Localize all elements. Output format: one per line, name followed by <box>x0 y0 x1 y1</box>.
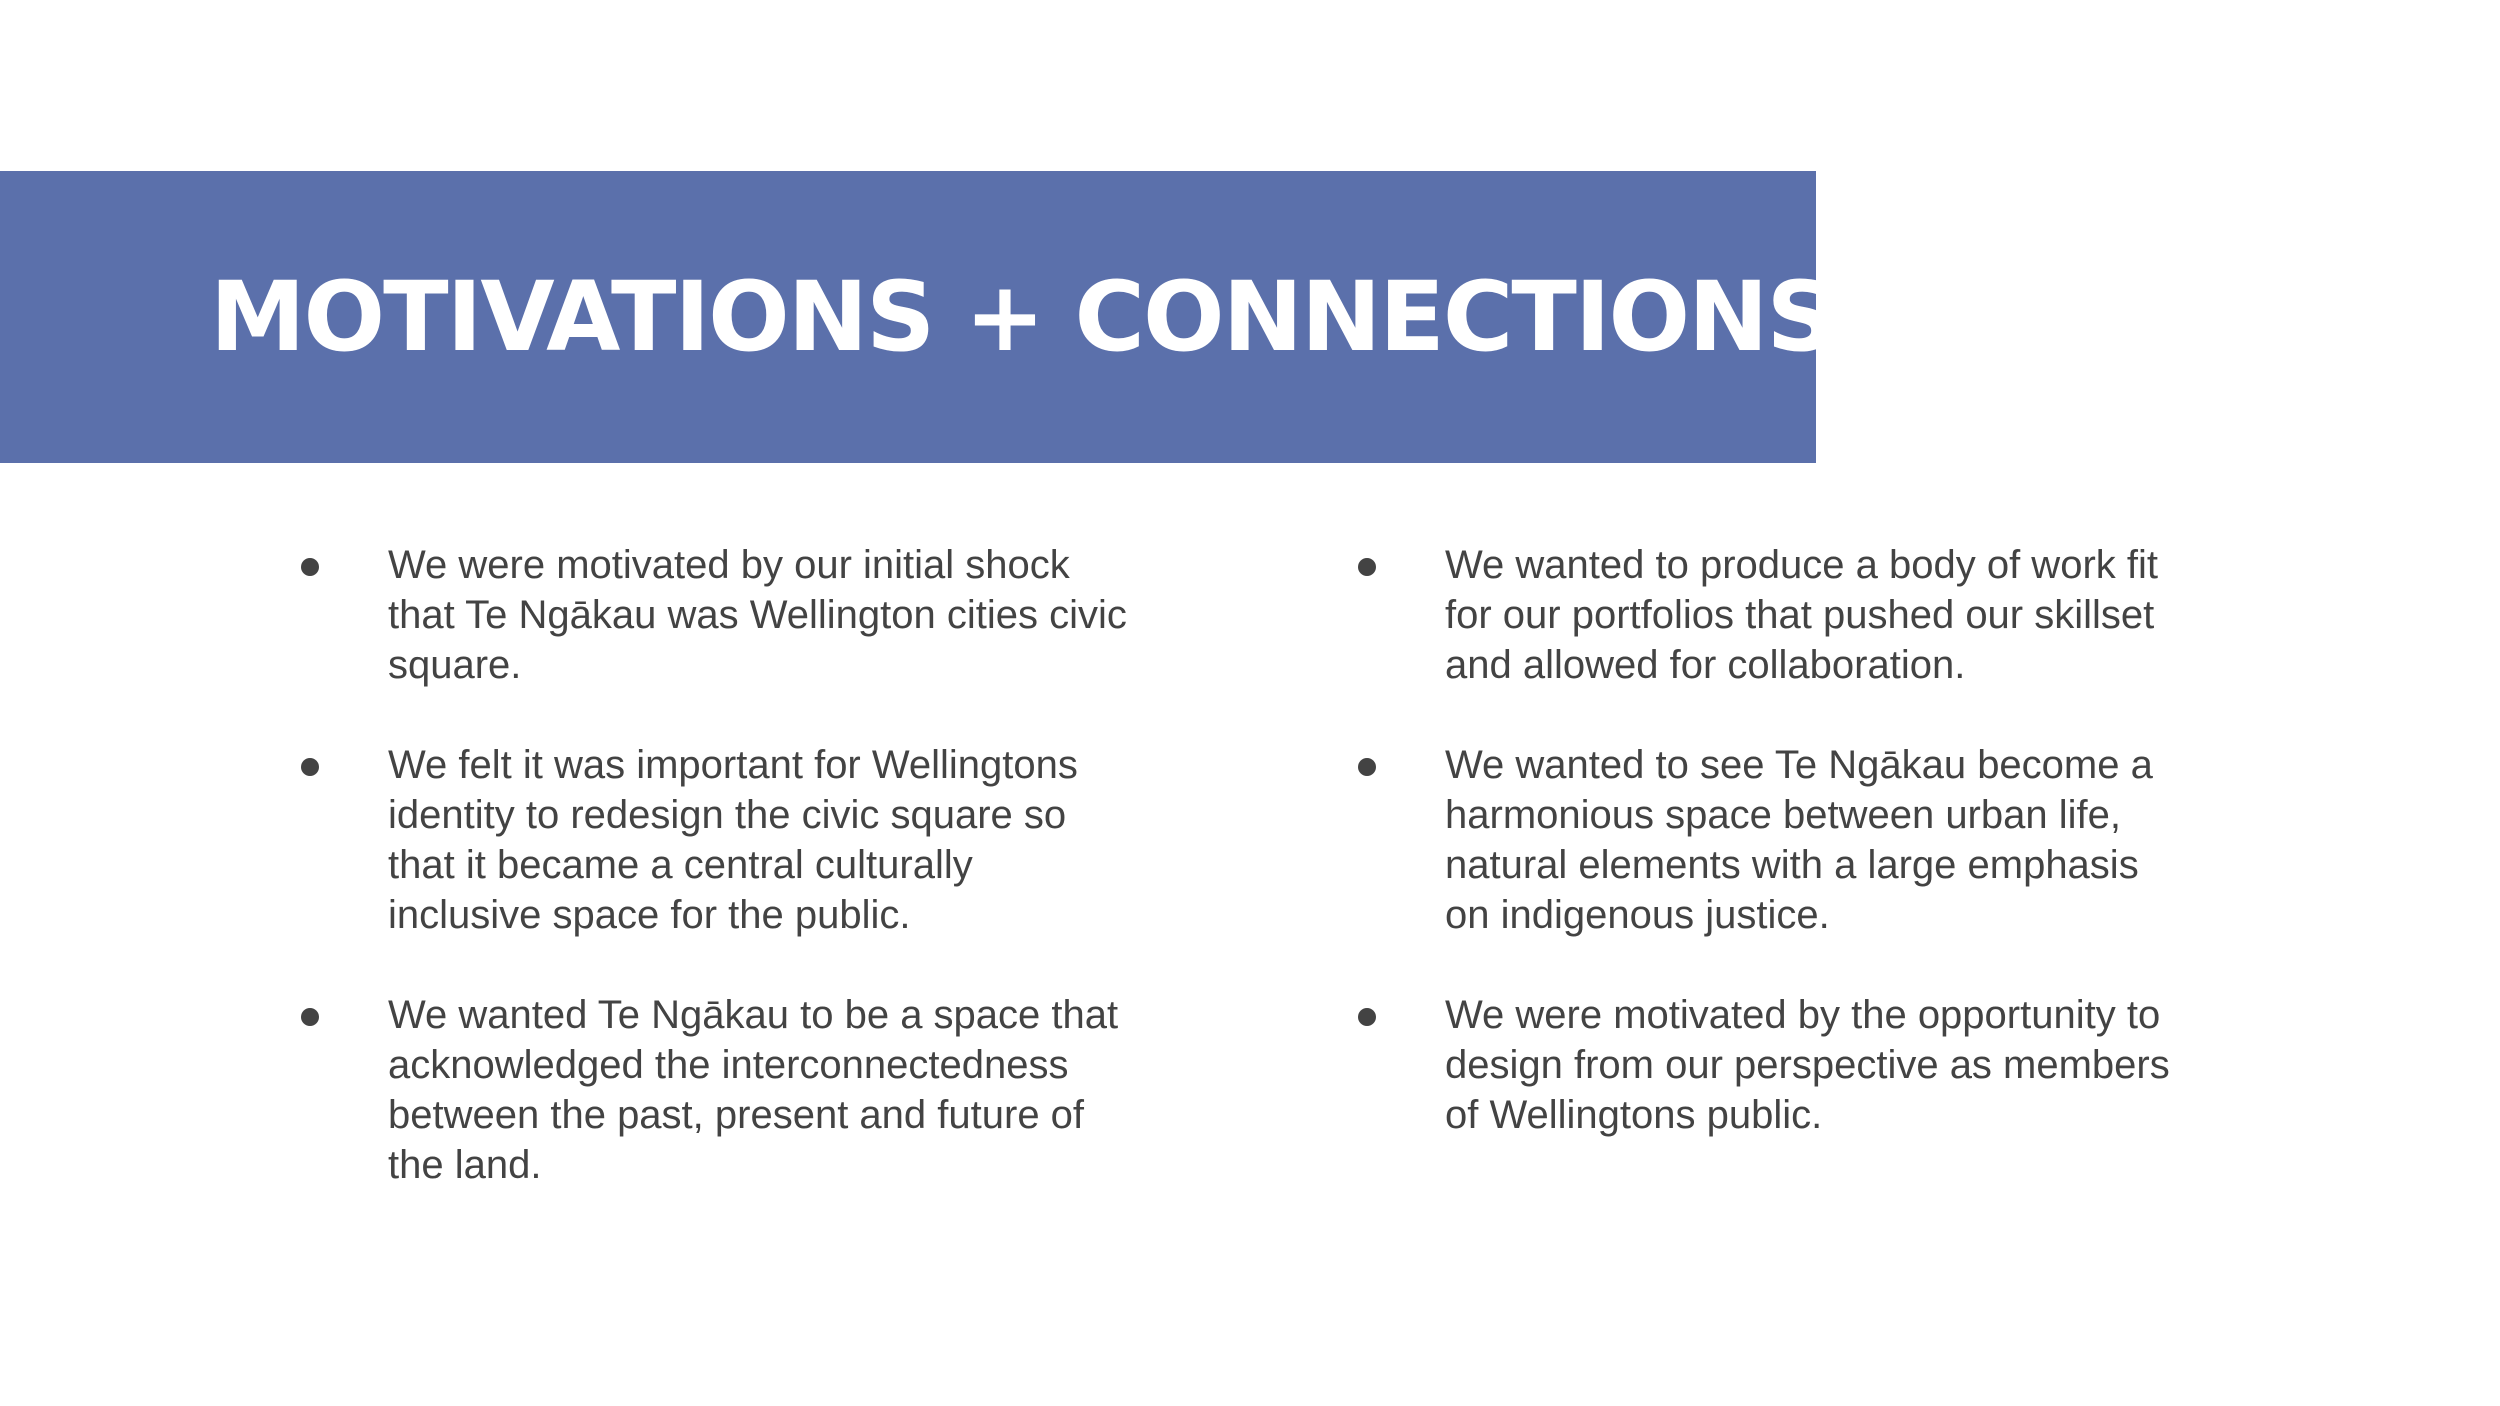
right-bullet-list <box>1347 540 2207 1190</box>
bullet-item <box>1347 540 2207 690</box>
bullet-item <box>1347 740 2207 940</box>
bullet-text: We wanted Te Ngākau to be a space that acknowledged the interconnectedness between the past, present and future of the land. <box>388 993 1119 1187</box>
bullet-dot-icon <box>1358 758 1376 776</box>
slide-title: MOTIVATIONS + CONNECTIONS <box>210 261 1834 373</box>
left-bullet-list <box>290 540 1150 1240</box>
bullet-dot-icon <box>1358 558 1376 576</box>
bullet-dot-icon <box>301 1008 319 1026</box>
bullet-dot-icon <box>301 758 319 776</box>
bullet-item <box>290 540 1150 690</box>
bullet-dot-icon <box>1358 1008 1376 1026</box>
bullet-text: We were motivated by the opportunity to design from our perspective as members of Wellingtons public. <box>1445 993 2170 1137</box>
bullet-text: We felt it was important for Wellingtons identity to redesign the civic square so that it became a central culturally inclusive space for the public. <box>388 743 1078 937</box>
bullet-item <box>290 990 1150 1190</box>
bullet-item <box>1347 990 2207 1140</box>
bullet-item <box>290 740 1150 940</box>
bullet-text: We were motivated by our initial shock that Te Ngākau was Wellington cities civic square. <box>388 543 1127 687</box>
bullet-text: We wanted to see Te Ngākau become a harmonious space between urban life, natural elements with a large emphasis on indigenous justice. <box>1445 743 2153 937</box>
title-banner <box>0 171 1834 463</box>
bullet-dot-icon <box>301 558 319 576</box>
bullet-text: We wanted to produce a body of work fit for our portfolios that pushed our skillset and allowed for collaboration. <box>1445 543 2158 687</box>
